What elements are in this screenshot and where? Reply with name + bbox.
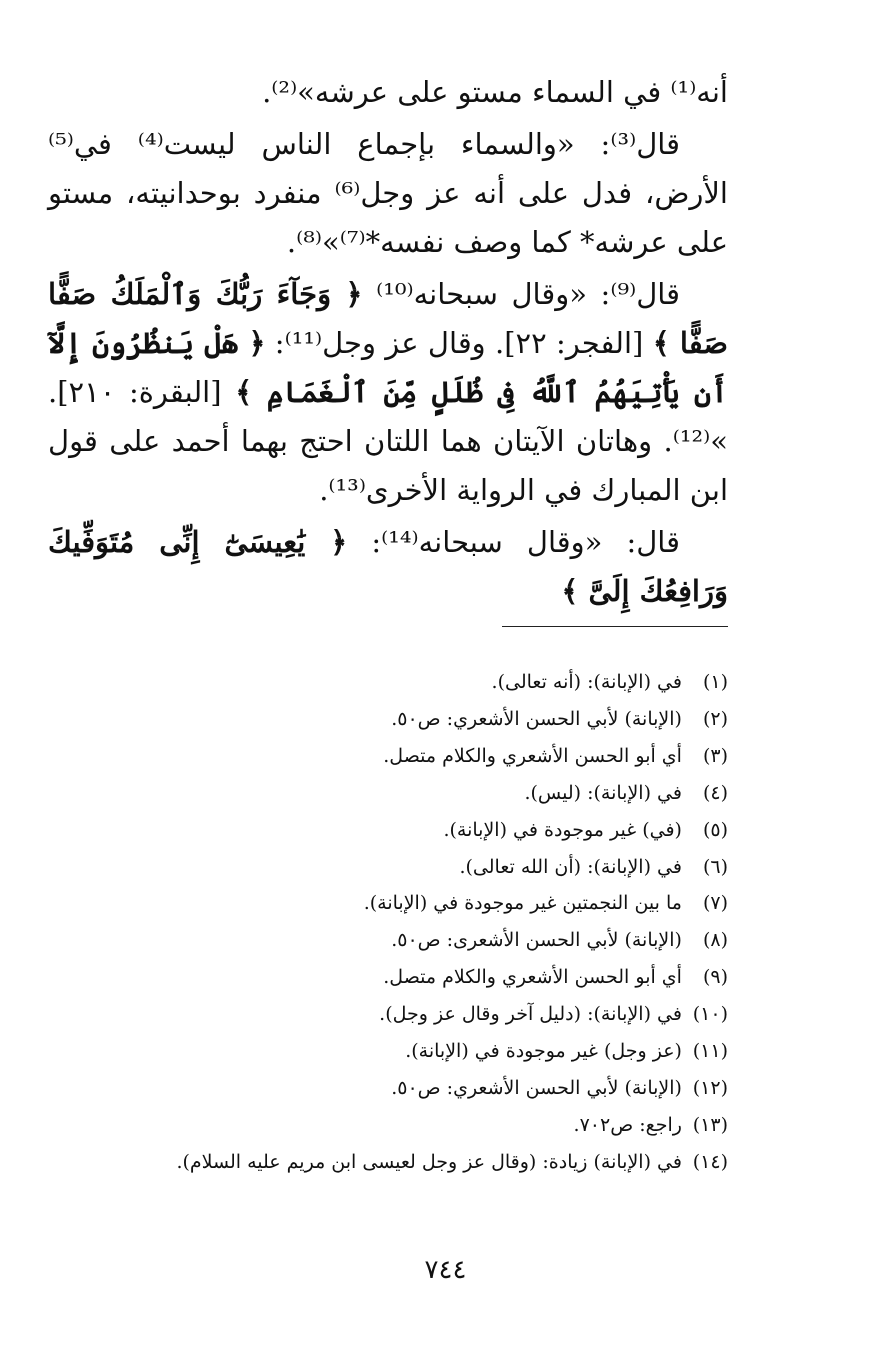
footnote-number: (٥) bbox=[702, 818, 728, 841]
footnote-item bbox=[88, 959, 728, 996]
text-p3-ref1: [الفجر: ٢٢]. وقال عز وجل⁽¹¹⁾: bbox=[274, 326, 644, 360]
footnote-item bbox=[88, 1070, 728, 1107]
footnote-text: أي أبو الحسن الأشعري والكلام متصل. bbox=[383, 966, 682, 989]
footnote-text: في (الإبانة): (دليل آخر وقال عز وجل). bbox=[379, 1003, 682, 1026]
footnote-item bbox=[88, 1144, 728, 1181]
page-content bbox=[48, 68, 728, 616]
text-p1: أنه⁽¹⁾ في السماء مستو على عرشه»⁽²⁾. bbox=[262, 75, 728, 109]
footnote-number: (١١) bbox=[692, 1040, 728, 1063]
footnote-text: في (الإبانة): (أن الله تعالى). bbox=[459, 855, 682, 878]
footnote-item bbox=[88, 922, 728, 959]
footnote-item bbox=[88, 701, 728, 738]
footnote-text: (الإبانة) لأبي الحسن الأشعرى: ص٥٠. bbox=[391, 929, 682, 952]
footnote-number: (٢) bbox=[702, 707, 728, 730]
footnote-item bbox=[88, 1107, 728, 1144]
footnote-separator bbox=[502, 626, 728, 627]
quran-verse-baqara: ﴿ هَلْ يَنظُرُونَ إِلَّآ أَن يَأْتِيَهُمُ ٱللَّهُ فِى ظُلَلٍ مِّنَ ٱلْغَمَامِ ﴾ bbox=[48, 326, 729, 409]
footnote-item bbox=[88, 812, 728, 849]
footnote-number: (١٣) bbox=[692, 1113, 728, 1136]
footnote-item bbox=[88, 996, 728, 1033]
paragraph-2 bbox=[48, 120, 728, 267]
footnote-number: (١٤) bbox=[692, 1150, 728, 1173]
text-p4-intro: قال: «وقال سبحانه⁽¹⁴⁾: bbox=[371, 525, 681, 559]
footnote-number: (٧) bbox=[702, 892, 728, 915]
footnote-number: (١٢) bbox=[692, 1076, 728, 1099]
footnote-number: (٦) bbox=[702, 855, 728, 878]
footnote-item bbox=[88, 885, 728, 922]
text-p2a: قال⁽³⁾: «والسماء بإجماع الناس ليست⁽⁴⁾ في⁽⁵⁾ الأرض، bbox=[48, 127, 728, 210]
quran-verse-fajr: ﴿ وَجَآءَ رَبُّكَ وَٱلْمَلَكُ صَفًّا صَفًّا ﴾ bbox=[48, 277, 728, 360]
footnote-text: (في) غير موجودة في (الإبانة). bbox=[443, 818, 682, 841]
footnote-item bbox=[88, 1033, 728, 1070]
page-number: ٧٤٤ bbox=[424, 1255, 467, 1285]
text-p3-ref2: [البقرة: ٢١٠]. »⁽¹²⁾. وهاتان الآيتان هما اللتان احتج بهما أحمد على قول ابن المبارك في الرواية الأخرى⁽¹³⁾. bbox=[48, 375, 728, 507]
footnote-text: ما بين النجمتين غير موجودة في (الإبانة). bbox=[363, 892, 682, 915]
footnote-number: (٨) bbox=[702, 929, 728, 952]
quran-verse-isa: ﴿ يَٰعِيسَىٰٓ إِنِّى مُتَوَفِّيكَ وَرَافِعُكَ إِلَىَّ ﴾ bbox=[48, 525, 728, 608]
paragraph-3 bbox=[48, 270, 728, 515]
footnote-item bbox=[88, 775, 728, 812]
main-text bbox=[48, 68, 728, 616]
text-p3-intro: قال⁽⁹⁾: «وقال سبحانه⁽¹⁰⁾ bbox=[376, 277, 680, 311]
paragraph-1 bbox=[48, 68, 728, 117]
footnote-text: في (الإبانة): (أنه تعالى). bbox=[491, 671, 682, 693]
footnote-text: راجع: ص٧٠٢. bbox=[573, 1113, 682, 1136]
footnote-number: (٣) bbox=[702, 744, 728, 767]
paragraph-4 bbox=[48, 518, 728, 616]
footnote-item bbox=[88, 664, 728, 701]
footnote-text: في (الإبانة): (ليس). bbox=[524, 781, 682, 804]
footnote-item bbox=[88, 849, 728, 886]
footnote-text: في (الإبانة) زيادة: (وقال عز وجل لعيسى ابن مريم عليه السلام). bbox=[176, 1150, 682, 1173]
footnote-number: (٩) bbox=[702, 966, 728, 989]
footnote-number: (١٠) bbox=[692, 1003, 728, 1026]
footnote-text: (الإبانة) لأبي الحسن الأشعري: ص٥٠. bbox=[391, 1076, 682, 1099]
footnote-number: (٤) bbox=[702, 781, 728, 804]
footnote-text: (عز وجل) غير موجودة في (الإبانة). bbox=[405, 1040, 682, 1063]
text-p2c: كما وصف نفسه*⁽⁷⁾»⁽⁸⁾. bbox=[286, 225, 571, 259]
text-p2b: فدل على أنه عز وجل⁽⁶⁾ منفرد بوحدانيته، مستو على عرشه* bbox=[48, 176, 728, 259]
footnote-text: أي أبو الحسن الأشعري والكلام متصل. bbox=[383, 744, 682, 767]
footnotes-list bbox=[88, 664, 728, 1181]
footnote-text: (الإبانة) لأبي الحسن الأشعري: ص٥٠. bbox=[391, 707, 682, 730]
footnote-item bbox=[88, 738, 728, 775]
footnote-number: (١) bbox=[702, 671, 728, 693]
